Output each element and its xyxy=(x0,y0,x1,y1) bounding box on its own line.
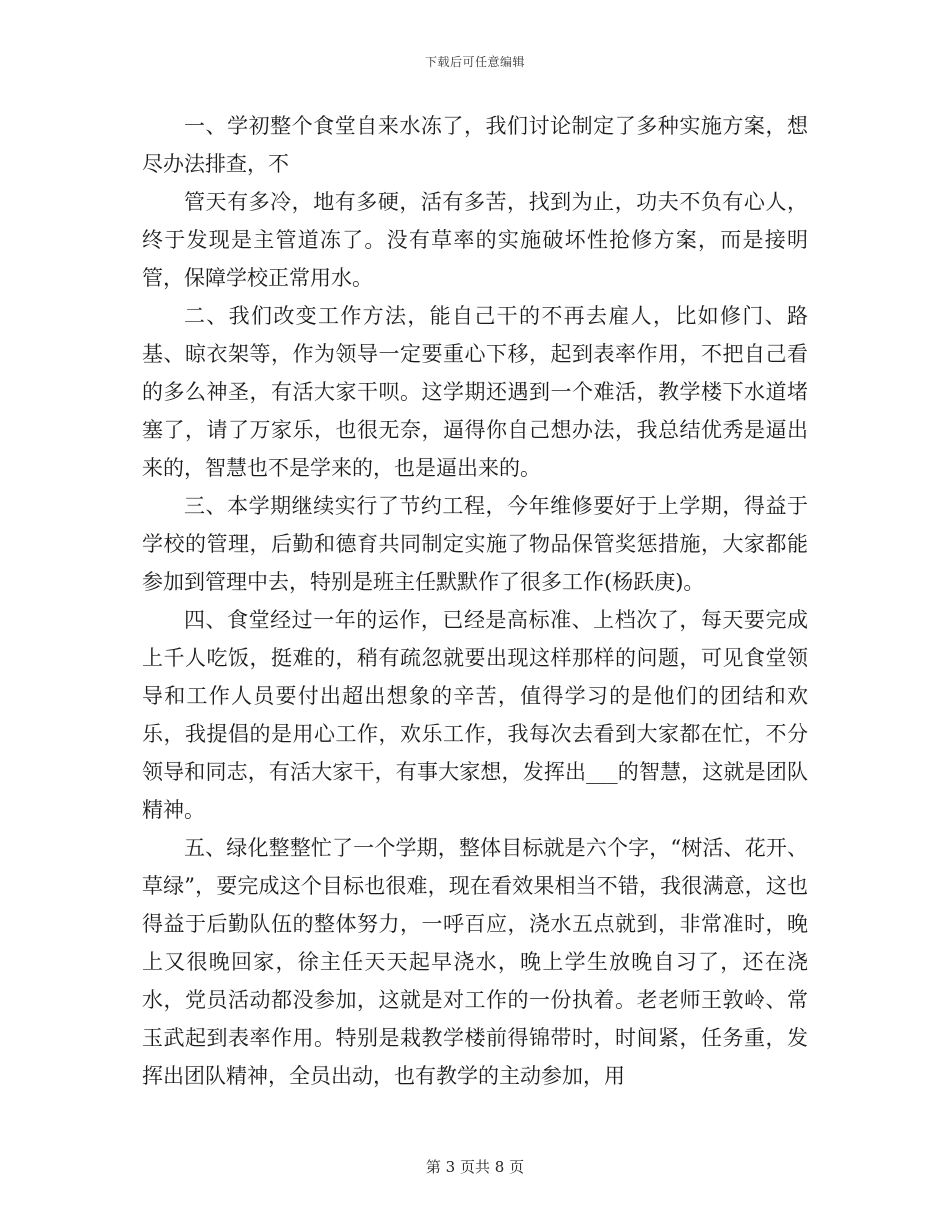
paragraph-4: 三、本学期继续实行了节约工程，今年维修要好于上学期，得益于学校的管理，后勤和德育共同制定实施了物品保管奖惩措施，大家都能参加到管理中去，特别是班主任默默作了很多工作(杨跃庚)。 xyxy=(142,494,808,594)
paragraph-6: 五、绿化整整忙了一个学期，整体目标就是六个字，“树活、花开、草绿”，要完成这个目标也很难，现在看效果相当不错，我很满意，这也得益于后勤队伍的整体努力，一呼百应，浇水五点就到，非常准时，晚上又很晚回家，徐主任天天起早浇水，晚上学生放晚自习了，还在浇水，党员活动都没参加，这就是对工作的一份执着。老老师王敦岭、常玉武起到表率作用。特别是栽教学楼前得锦带时，时间紧，任务重，发挥出团队精神，全员出动，也有教学的主动参加，用 xyxy=(142,836,808,1088)
paragraph-5: 四、食堂经过一年的运作，已经是高标准、上档次了，每天要完成上千人吃饭，挺难的，稍有疏忽就要出现这样那样的问题，可见食堂领导和工作人员要付出超出想象的辛苦，值得学习的是他们的团结和欢乐，我提倡的是用心工作，欢乐工作，我每次去看到大家都在忙，不分领导和同志，有活大家干，有事大家想，发挥出___的智慧，这就是团队精神。 xyxy=(142,608,808,822)
paragraph-1: 一、学初整个食堂自来水冻了，我们讨论制定了多种实施方案，想尽办法排查，不 xyxy=(142,114,808,176)
paragraph-3: 二、我们改变工作方法，能自己干的不再去雇人，比如修门、路基、晾衣架等，作为领导一定要重心下移，起到表率作用，不把自己看的多么神圣，有活大家干呗。这学期还遇到一个难活，教学楼下水道堵塞了，请了万家乐，也很无奈，逼得你自己想办法，我总结优秀是逼出来的，智慧也不是学来的，也是逼出来的。 xyxy=(142,304,808,480)
paragraph-2: 管天有多冷，地有多硬，活有多苦，找到为止，功夫不负有心人，终于发现是主管道冻了。没有草率的实施破坏性抢修方案，而是接明管，保障学校正常用水。 xyxy=(142,190,808,290)
page-header: 下载后可任意编辑 xyxy=(424,55,525,69)
page-footer: 第 3 页共 8 页 xyxy=(425,1158,525,1176)
document-body xyxy=(142,107,808,1095)
